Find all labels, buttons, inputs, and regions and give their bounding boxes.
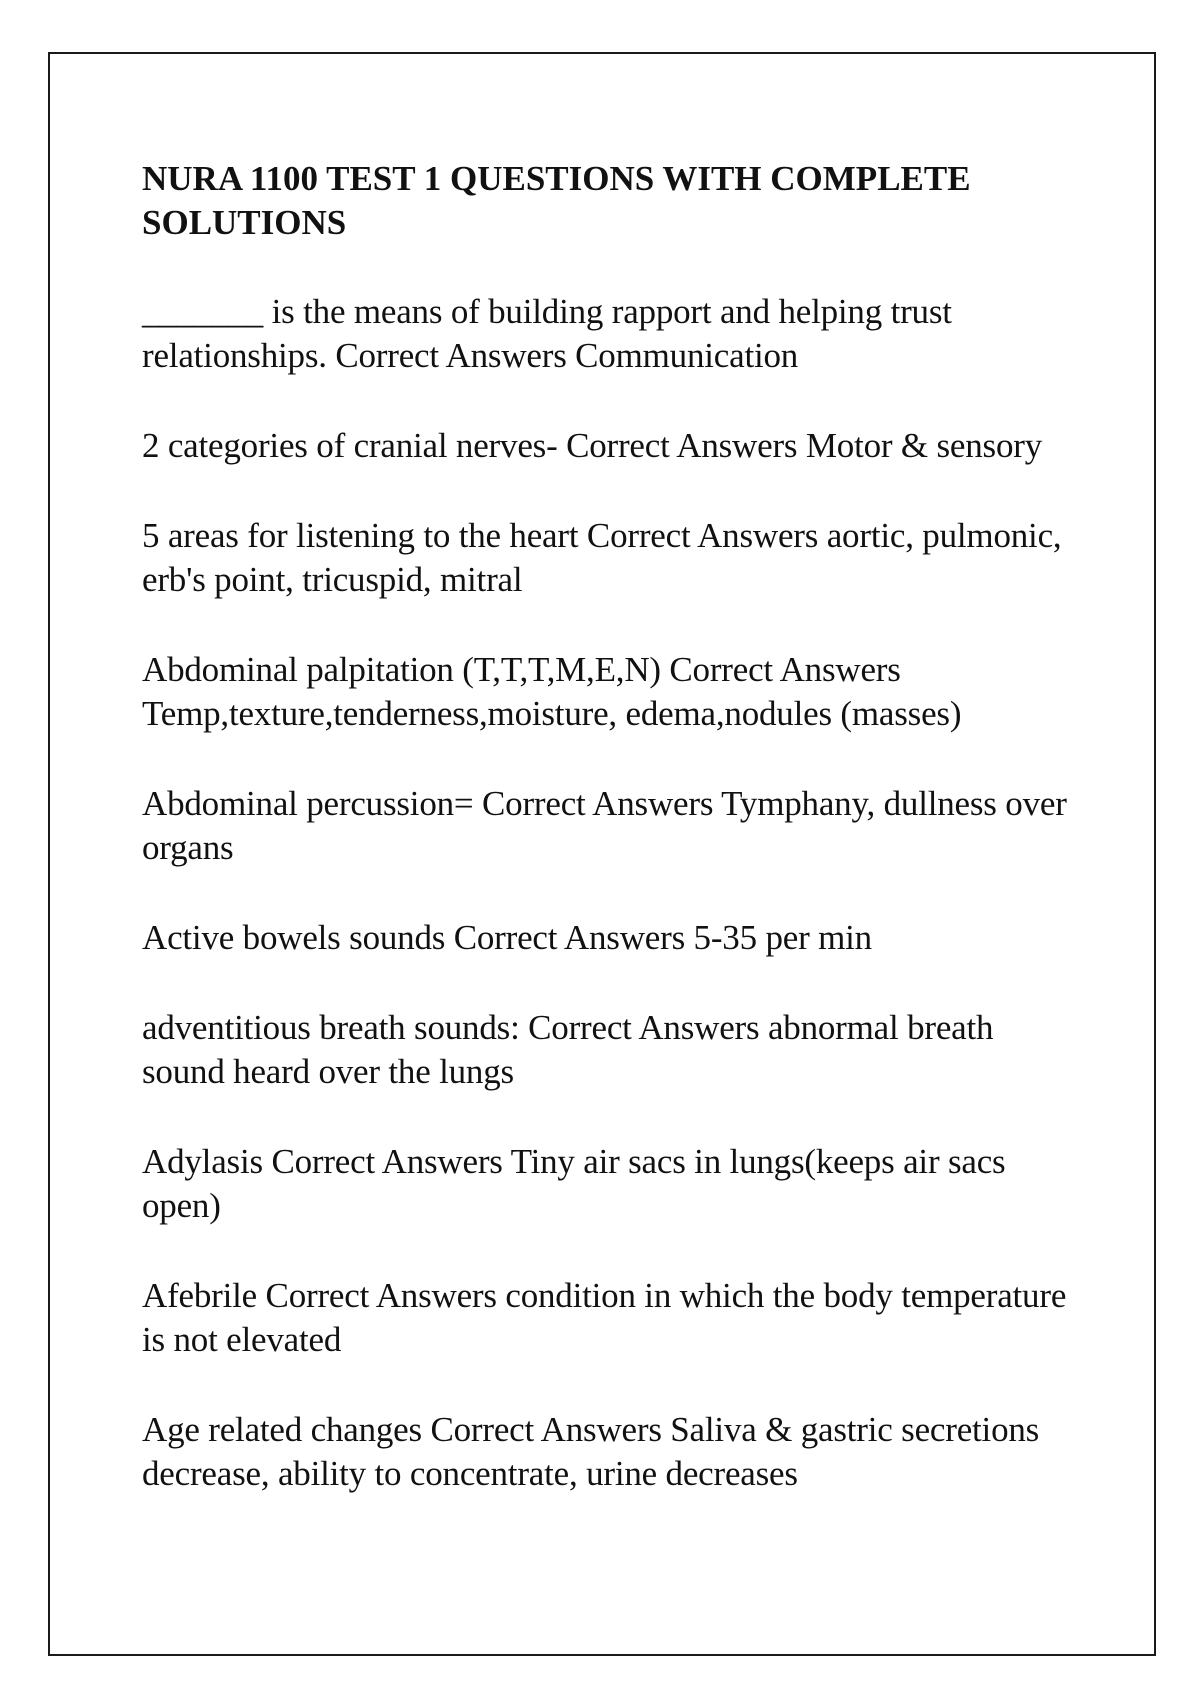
qa-item-afebrile: Afebrile Correct Answers condition in which the body temperature is not elevated [142, 1276, 1067, 1359]
document-title: NURA 1100 TEST 1 QUESTIONS WITH COMPLETE SOLUTIONS [142, 159, 971, 242]
qa-item-communication: _______ is the means of building rapport and helping trust relationships. Correct Answers Communication [142, 292, 952, 375]
qa-item-cranial-nerves: 2 categories of cranial nerves- Correct Answers Motor & sensory [142, 426, 1043, 465]
qa-item-abdominal-palpitation: Abdominal palpitation (T,T,T,M,E,N) Correct Answers Temp,texture,tenderness,moisture, edema,nodules (masses) [142, 650, 962, 733]
qa-item-bowel-sounds: Active bowels sounds Correct Answers 5-35 per min [142, 918, 872, 957]
qa-item-adventitious-sounds: adventitious breath sounds: Correct Answers abnormal breath sound heard over the lungs [142, 1008, 994, 1091]
qa-item-age-related-changes: Age related changes Correct Answers Saliva & gastric secretions decrease, ability to concentrate, urine decreases [142, 1410, 1040, 1493]
document-content [142, 157, 1072, 1542]
qa-item-heart-areas: 5 areas for listening to the heart Correct Answers aortic, pulmonic, erb's point, tricuspid, mitral [142, 516, 1062, 599]
qa-item-adylasis: Adylasis Correct Answers Tiny air sacs in lungs(keeps air sacs open) [142, 1142, 1006, 1225]
qa-item-abdominal-percussion: Abdominal percussion= Correct Answers Tymphany, dullness over organs [142, 784, 1067, 867]
